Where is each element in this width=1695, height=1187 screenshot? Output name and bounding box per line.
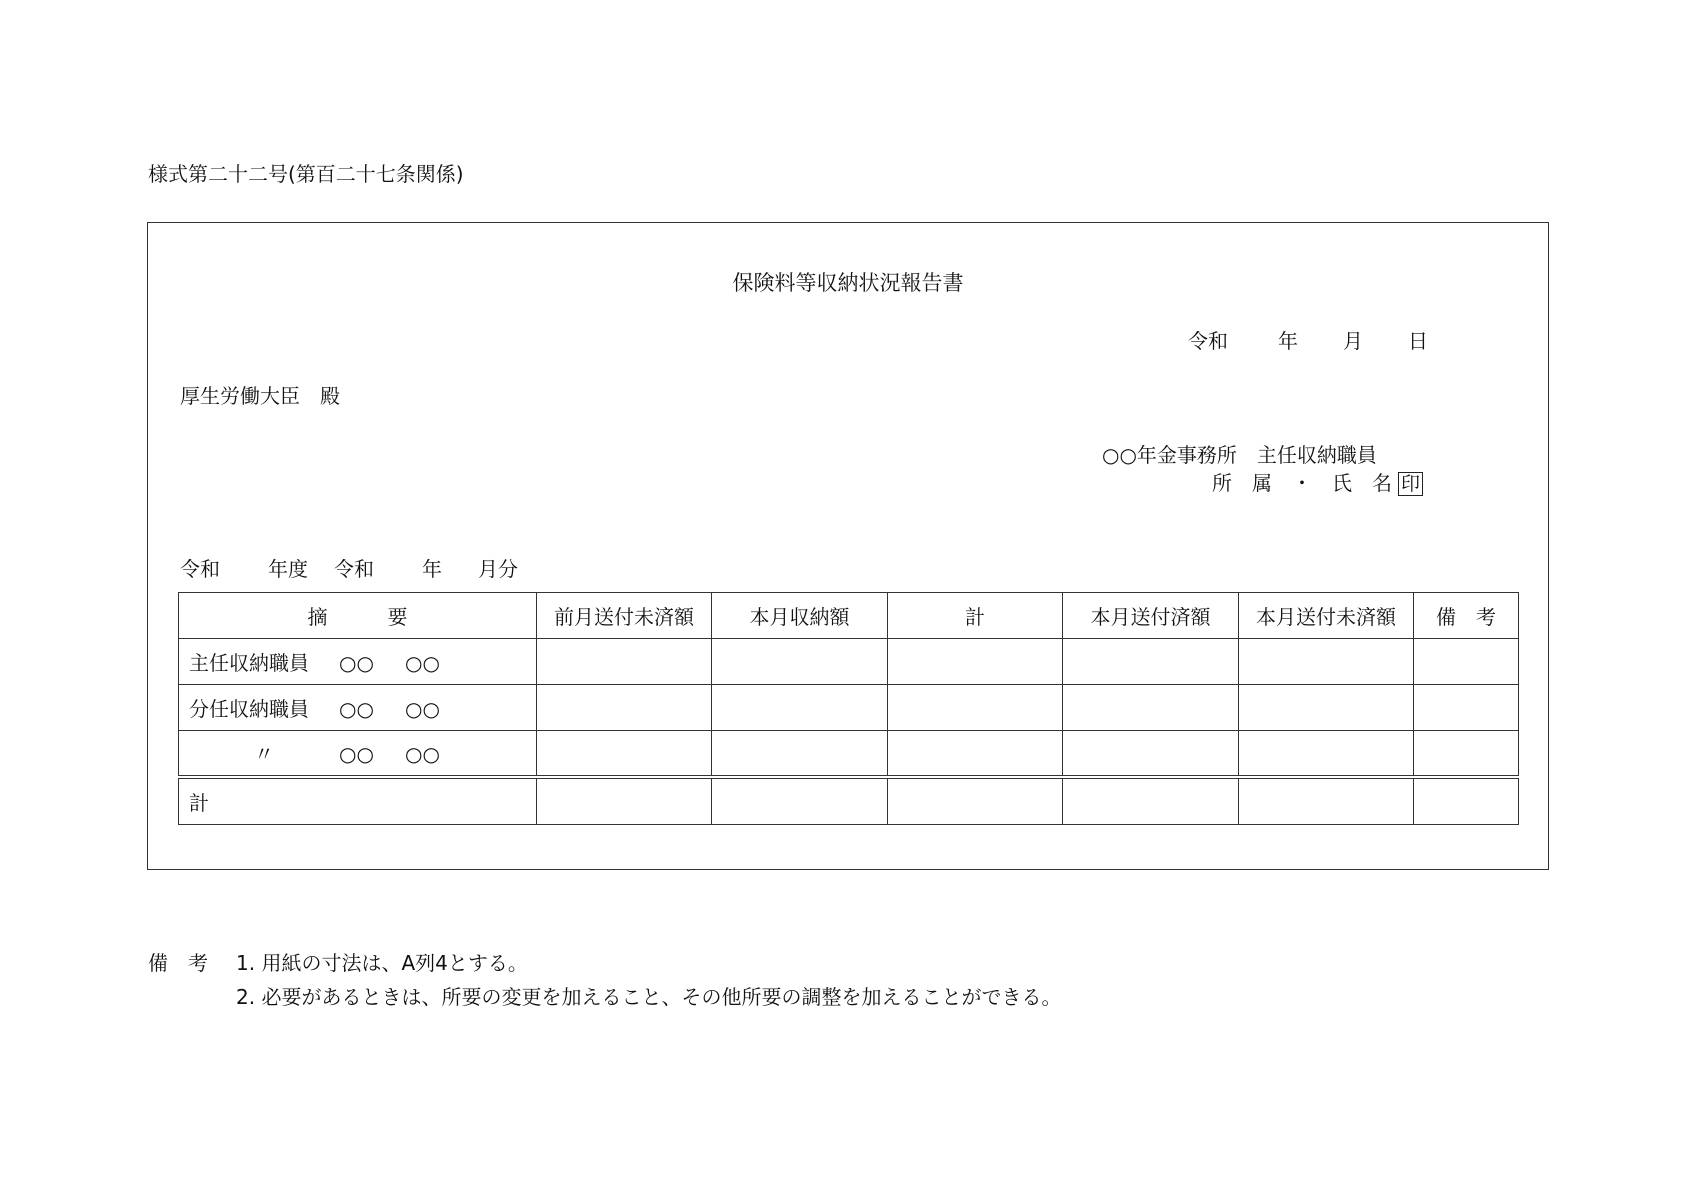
table-header-row	[179, 593, 1519, 639]
row-name-1: ○○	[339, 651, 374, 675]
period-month: 月分	[478, 557, 518, 581]
row-name-1: ○○	[339, 697, 374, 721]
office-name: ○○年金事務所 主任収納職員	[1102, 443, 1377, 467]
header-total: 計	[888, 593, 1063, 639]
header-current-collected: 本月収納額	[712, 593, 888, 639]
affiliation-name-label: 所 属 ・ 氏 名	[1212, 471, 1392, 495]
date-line	[1188, 325, 1428, 354]
note-line-2	[236, 981, 1061, 1010]
date-day: 日	[1408, 329, 1428, 353]
collection-status-table	[178, 592, 1519, 825]
cell-empty[interactable]	[537, 777, 712, 825]
header-current-unsent: 本月送付未済額	[1239, 593, 1414, 639]
row-role: 分任収納職員	[189, 697, 309, 721]
header-previous-unsent: 前月送付未済額	[537, 593, 712, 639]
header-current-sent: 本月送付済額	[1063, 593, 1239, 639]
cell-empty[interactable]	[1239, 777, 1414, 825]
cell-empty[interactable]	[1063, 777, 1239, 825]
header-remarks: 備 考	[1414, 593, 1519, 639]
period-era-1: 令和	[180, 557, 220, 581]
cell-empty[interactable]	[888, 777, 1063, 825]
note-line-1	[148, 947, 528, 976]
table-row	[179, 731, 1519, 777]
cell-empty[interactable]	[537, 731, 712, 777]
total-label: 計	[179, 777, 537, 825]
cell-empty[interactable]	[712, 685, 888, 731]
cell-empty[interactable]	[712, 777, 888, 825]
cell-empty[interactable]	[712, 731, 888, 777]
note-item-2: 2. 必要があるときは、所要の変更を加えること、その他所要の調整を加えることができる。	[236, 985, 1062, 1009]
cell-empty[interactable]	[712, 639, 888, 685]
affiliation-name-line	[1212, 467, 1423, 496]
cell-empty[interactable]	[1239, 685, 1414, 731]
row-description	[179, 731, 537, 777]
cell-empty[interactable]	[1414, 685, 1519, 731]
report-form-frame	[147, 222, 1549, 870]
total-row	[179, 777, 1519, 825]
date-year: 年	[1278, 329, 1298, 353]
cell-empty[interactable]	[537, 685, 712, 731]
row-name-2: ○○	[405, 697, 440, 721]
date-era: 令和	[1188, 329, 1228, 353]
table-row	[179, 685, 1519, 731]
date-month: 月	[1343, 329, 1363, 353]
row-name-1: ○○	[339, 742, 374, 767]
row-role: 主任収納職員	[189, 651, 309, 675]
notes-label: 備 考	[148, 951, 208, 975]
period-fiscal-year: 年度	[268, 557, 308, 581]
cell-empty[interactable]	[1063, 639, 1239, 685]
row-name-2: ○○	[405, 742, 440, 767]
document-title: 保険料等収納状況報告書	[732, 271, 964, 295]
cell-empty[interactable]	[1063, 731, 1239, 777]
cell-empty[interactable]	[1063, 685, 1239, 731]
period-era-2: 令和	[334, 557, 374, 581]
cell-empty[interactable]	[1239, 639, 1414, 685]
row-role-ditto: 〃	[254, 742, 274, 767]
cell-empty[interactable]	[888, 685, 1063, 731]
cell-empty[interactable]	[1239, 731, 1414, 777]
row-description	[179, 685, 537, 731]
cell-empty[interactable]	[1414, 639, 1519, 685]
cell-empty[interactable]	[537, 639, 712, 685]
cell-empty[interactable]	[888, 639, 1063, 685]
period-year: 年	[422, 557, 442, 581]
cell-empty[interactable]	[888, 731, 1063, 777]
table-row	[179, 639, 1519, 685]
addressee: 厚生労働大臣 殿	[180, 384, 340, 408]
cell-empty[interactable]	[1414, 777, 1519, 825]
reporting-period	[180, 553, 518, 582]
note-item-1: 1. 用紙の寸法は、A列4とする。	[236, 951, 528, 975]
row-name-2: ○○	[405, 651, 440, 675]
seal-mark: 印	[1398, 472, 1423, 496]
cell-empty[interactable]	[1414, 731, 1519, 777]
form-number-label: 様式第二十二号(第百二十七条関係)	[148, 162, 464, 186]
row-description	[179, 639, 537, 685]
header-description: 摘 要	[179, 593, 537, 639]
